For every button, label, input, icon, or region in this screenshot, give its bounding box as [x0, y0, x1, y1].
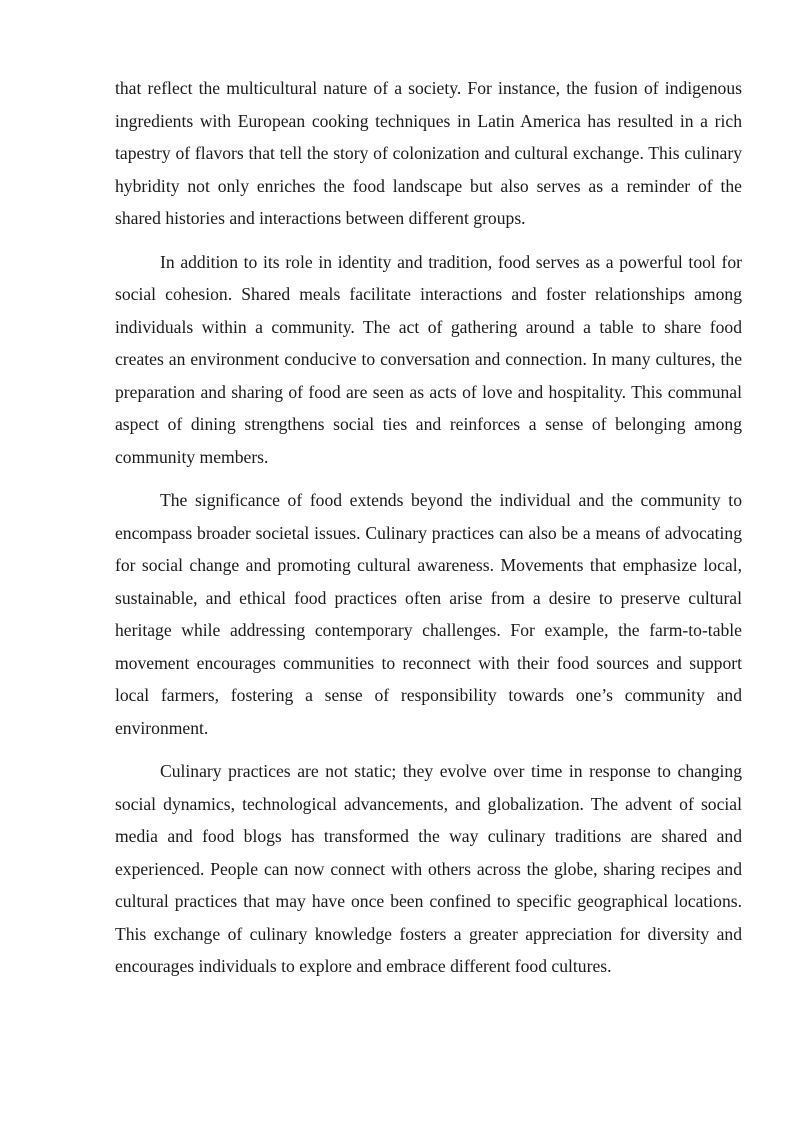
paragraph-evolution: Culinary practices are not static; they evolve over time in response to changing social dynamics, technological advancements, and globalization. The advent of social media and food blogs has transformed the way culinary traditions are shared and experienced. People can now connect with others across the globe, sharing recipes and cultural practices that may have once been confined to specific geographical locations. This exchange of culinary knowledge fosters a greater appreciation for diversity and encourages individuals to explore and embrace different food cultures. [115, 761, 742, 976]
document-page [115, 72, 742, 994]
paragraph-continuation: that reflect the multicultural nature of a society. For instance, the fusion of indigenous ingredients with European cooking techniques in Latin America has resulted in a rich tapestry of flavors that tell the story of colonization and cultural exchange. This culinary hybridity not only enriches the food landscape but also serves as a reminder of the shared histories and interactions between different groups. [115, 78, 742, 228]
paragraph-social-cohesion: In addition to its role in identity and tradition, food serves as a powerful tool for social cohesion. Shared meals facilitate interactions and foster relationships among individuals within a community. The act of gathering around a table to share food creates an environment conducive to conversation and connection. In many cultures, the preparation and sharing of food are seen as acts of love and hospitality. This communal aspect of dining strengthens social ties and reinforces a sense of belonging among community members. [115, 251, 742, 467]
paragraph-societal-issues: The significance of food extends beyond the individual and the community to encompass broader societal issues. Culinary practices can also be a means of advocating for social change and promoting cultural awareness. Movements that emphasize local, sustainable, and ethical food practices often arise from a desire to preserve cultural heritage while addressing contemporary challenges. For example, the farm-to-table movement encourages communities to reconnect with their food sources and support local farmers, fostering a sense of responsibility towards one’s community and environment. [115, 490, 742, 738]
